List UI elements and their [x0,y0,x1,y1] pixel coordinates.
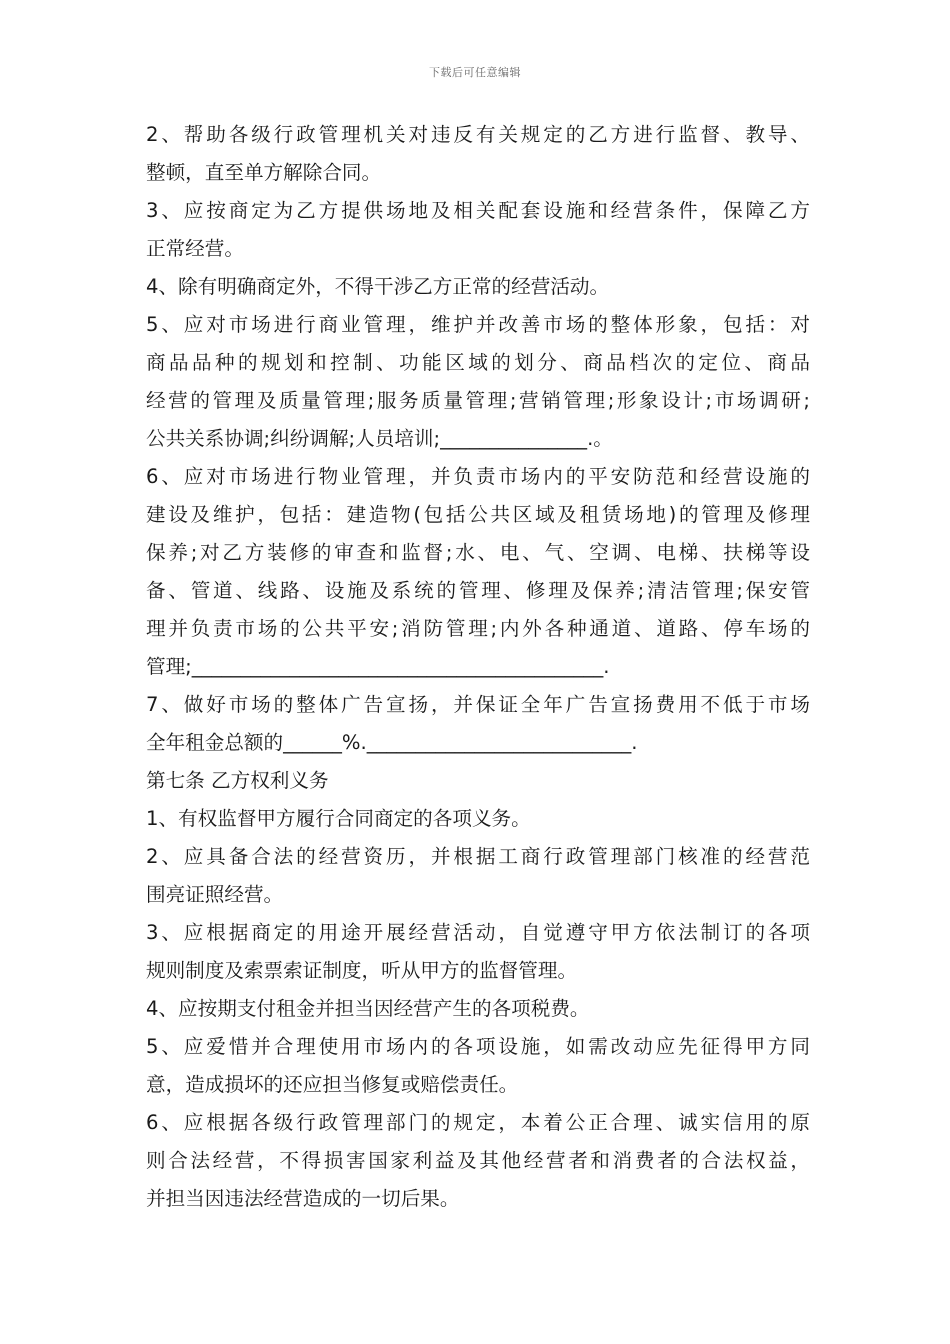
text-line: 3、应按商定为乙方提供场地及相关配套设施和经营条件，保障乙方 [146,199,810,222]
text-line: 建设及维护，包括：建造物(包括公共区域及租赁场地)的管理及修理 [146,503,810,526]
text-line: 正常经营。 [146,237,244,260]
text-line: 备、管道、线路、设施及系统的管理、修理及保养;清洁管理;保安管 [146,579,810,602]
text-line: 整顿，直至单方解除合同。 [146,161,382,184]
text-line: 5、应爱惜并合理使用市场内的各项设施，如需改动应先征得甲方同 [146,1035,810,1058]
text-line: 管理;__________________________________________. [146,655,610,678]
text-line: 6、应根据各级行政管理部门的规定，本着公正合理、诚实信用的原 [146,1111,810,1134]
text-line: 保养;对乙方装修的审查和监督;水、电、气、空调、电梯、扶梯等设 [146,541,810,564]
text-line: 则合法经营，不得损害国家利益及其他经营者和消费者的合法权益， [146,1149,810,1172]
text-line: 2、应具备合法的经营资历，并根据工商行政管理部门核准的经营范 [146,845,810,868]
text-line: 公共关系协调;纠纷调解;人员培训;_______________.。 [146,427,613,450]
page-header: 下载后可任意编辑 [429,66,521,79]
text-line: 意，造成损坏的还应担当修复或赔偿责任。 [146,1073,519,1096]
text-line: 4、除有明确商定外，不得干涉乙方正常的经营活动。 [146,275,610,298]
text-line: 6、应对市场进行物业管理，并负责市场内的平安防范和经营设施的 [146,465,810,488]
section-heading: 第七条 乙方权利义务 [146,769,329,792]
text-line: 7、做好市场的整体广告宣扬，并保证全年广告宣扬费用不低于市场 [146,693,810,716]
text-line: 1、有权监督甲方履行合同商定的各项义务。 [146,807,531,830]
text-line: 理并负责市场的公共平安;消防管理;内外各种通道、道路、停车场的 [146,617,810,640]
text-line: 围亮证照经营。 [146,883,284,906]
text-line: 2、帮助各级行政管理机关对违反有关规定的乙方进行监督、教导、 [146,123,810,146]
text-line: 全年租金总额的______%.___________________________. [146,731,638,754]
text-line: 4、应按期支付租金并担当因经营产生的各项税费。 [146,997,590,1020]
text-line: 商品品种的规划和控制、功能区域的划分、商品档次的定位、商品 [146,351,810,374]
text-line: 3、应根据商定的用途开展经营活动，自觉遵守甲方依法制订的各项 [146,921,810,944]
text-line: 规则制度及索票索证制度，听从甲方的监督管理。 [146,959,578,982]
document-body [146,116,810,1218]
text-line: 并担当因违法经营造成的一切后果。 [146,1187,460,1210]
text-line: 5、应对市场进行商业管理，维护并改善市场的整体形象，包括：对 [146,313,810,336]
text-line: 经营的管理及质量管理;服务质量管理;营销管理;形象设计;市场调研; [146,389,810,412]
